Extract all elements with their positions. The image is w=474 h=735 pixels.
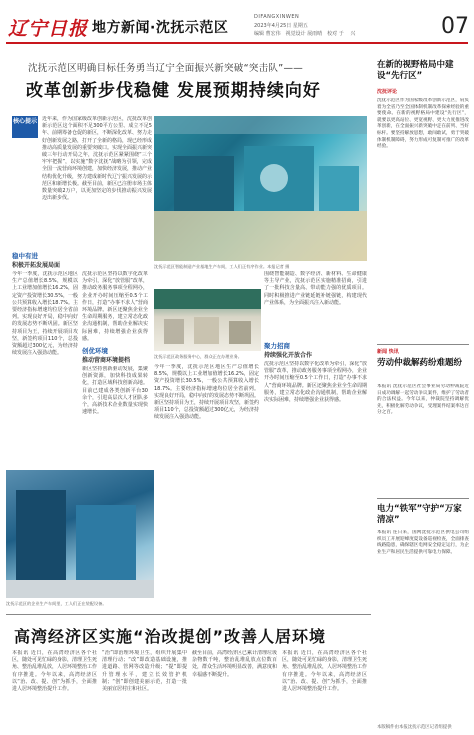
date-line: 2023年4月25日 星期五: [254, 23, 308, 29]
workshop-photo-illustration: [6, 470, 154, 598]
commentary-tag: 沈抚评论: [377, 89, 398, 95]
body-column-3a: 围绕智能制造、数字经济、新材料、生命健康等主导产业，沈抚示范区实施精准招商，引进了一批科技含量高、带动能力强的优质项目。同时积极推进产业链延链补链强链，构建现代产业体系，为全面振兴注入新动能。: [264, 271, 367, 306]
bottom-column-3: 截至目前，高湾经济区已累计清理垃圾杂物数千吨，整治乱堆乱放点位数百处，群众生活环境明显改善，满意度和幸福感不断提升。: [192, 650, 277, 678]
bottom-column-4: 本报讯 近日，在高湾经济区各个社区，随处可见忙碌的身影，清理卫生死角、整治乱堆乱放，人居环境整治工作有序推进。今年以来，高湾经济区以“治、改、提、创”为抓手，全面推进人居环境整治提升工作。: [282, 650, 367, 693]
main-article-area: [6, 46, 371, 735]
lead-badge: 核心提示: [12, 116, 38, 138]
subtitle-3b: 持续强化开放合作: [264, 352, 313, 359]
arbitration-title: 劳动仲裁解药纷难题纷: [377, 358, 463, 368]
service-hall-illustration: [154, 289, 261, 351]
commentary-body: 沈抚示范区作为国家级改革创新示范区，肩负着为全省乃至全国体制机制改革探索经验的重要使命。在新的视野格局中建设“先行区”，就要以更高站位、更宽视野、更大力度推进改革创新，在全面振兴新突破中走在前列、当好标杆。要坚持解放思想，敢闯敢试，勇于突破体制机制障碍，努力形成可复制可推广的改革经验。: [377, 98, 469, 150]
masthead: [0, 0, 474, 42]
right-divider-1: [377, 344, 469, 345]
arbitration-body: 本报讯 沈抚示范区社会事业局劳动仲裁院近日成功调解一起劳动争议案件，维护了劳动者的合法权益。今年以来，仲裁院坚持调解优先，积极化解劳动争议，受理案件结案率达百分之百。: [377, 384, 469, 416]
page-number: 07: [441, 14, 469, 39]
right-column: [377, 46, 469, 735]
page-footer-note: 本版稿件由本报沈抚示范区记者组提供: [377, 725, 452, 730]
bottom-article-headline: 高湾经济区实施“治改提创”改善人居环境: [14, 627, 327, 646]
section-title: 地方新闻·沈抚示范区: [92, 20, 229, 36]
section-divider: [6, 614, 371, 615]
body-column-5: 沈抚示范区坚持以数字化改革为牵引，深化“放管服”改革，推动政务服务事项全程网办，企业开办时间压缩至0.5个工作日，打造“办事不求人”营商环境品牌。新区还聚焦企业全生命周期服务，建立常态化政企沟通机制，帮助企业解决实际困难，持续增强企业获得感。: [264, 361, 367, 404]
factory-photo: [154, 116, 367, 261]
masthead-rule: [6, 42, 468, 44]
newspaper-logo: 辽宁日报: [8, 18, 89, 40]
bottom-column-2: “治”即治理环境卫生，组织开展集中清理行动；“改”即改造基础设施，推进道路、管网等改造升级；“提”即提升管理水平，建立长效管护机制；“创”即创建美丽示范，打造一批美丽宜居村庄和社区。: [102, 650, 187, 693]
news-flash-tag: 新闻 快讯: [377, 349, 399, 355]
factory-photo-caption: 沈抚示范区智能制造产业基地生产车间，工人们正有序作业。本报记者 摄: [154, 264, 290, 269]
article-subhead: 沈抚示范区明确目标任务勇当辽宁全面振兴新突破“突击队”——: [28, 63, 304, 74]
service-hall-caption: 沈抚示范区政务服务中心，群众正在办理业务。: [154, 354, 242, 359]
subtitle-1b: 积极开拓发展局面: [12, 262, 61, 269]
service-hall-photo: [154, 289, 261, 351]
subtitle-2b: 推动营商环境提档: [82, 357, 131, 364]
workshop-photo: [6, 470, 154, 598]
editor-line: 编辑 曹宏伟 视觉设计 展雨晴 校对 于 兴: [254, 31, 356, 37]
power-body: 本报讯 连日来，国网沈抚示范区供电公司组织员工开展迎峰度夏设备巡视检查，全面排查线路隐患，确保辖区电网安全稳定运行，为企业生产和居民生活提供可靠电力保障。: [377, 530, 469, 555]
power-title: 电力“铁军”守护“万家清凉”: [377, 504, 462, 525]
subtitle-3: 聚力招商: [264, 342, 290, 350]
bottom-column-1: 本报讯 近日，在高湾经济区各个社区，随处可见忙碌的身影，清理卫生死角、整治乱堆乱放，人居环境整治工作有序推进。今年以来，高湾经济区以“治、改、提、创”为抓手，全面推进人居环境整治提升工作。: [12, 650, 97, 693]
workshop-photo-caption: 沈抚示范区的企业生产车间里，工人们正在装配设备。: [6, 601, 107, 606]
right-divider-2: [377, 498, 469, 499]
body-column-1: 今年一季度，沈抚示范区地区生产总值增长8.5%，规模以上工业增加值增长16.2%，固定资产投资增长30.5%，一般公共预算收入增长18.7%。主要经济指标增速均位居全省前列。实现良好开局，稳中向好的发展态势不断巩固。新区坚持项目为王，持续开展项目攻坚，新签约项目110个，总投资额超过300亿元，为经济持续发展注入强劲动能。: [12, 271, 78, 357]
commentary-title: 在新的视野格局中建设“先行区”: [377, 60, 454, 81]
subtitle-2: 创优环境: [82, 347, 108, 355]
article-headline: 改革创新步伐稳健 发展预期持续向好: [26, 81, 321, 101]
body-column-2b: 新区坚持创新驱动发展，集聚创新资源，加快科技成果转化，打造区域科技创新高地。目前已建成各类创新平台30余个，引进高层次人才团队多个，高新技术企业数量实现快速增长。: [82, 366, 148, 416]
section-pinyin: DIFANGXINWEN: [254, 14, 300, 20]
body-column-4: 今年一季度，沈抚示范区地区生产总值增长8.5%，规模以上工业增加值增长16.2%，固定资产投资增长30.5%，一般公共预算收入增长18.7%。主要经济指标增速均位居全省前列。实现良好开局，稳中向好的发展态势不断巩固。新区坚持项目为王，持续开展项目攻坚，新签约项目110个，总投资额超过300亿元，为经济持续发展注入强劲动能。: [154, 364, 259, 421]
factory-photo-illustration: [154, 116, 367, 261]
body-column-2a: 沈抚示范区坚持以数字化改革为牵引，深化“放管服”改革，推动政务服务事项全程网办，企业开办时间压缩至0.5个工作日，打造“办事不求人”营商环境品牌。新区还聚焦企业全生命周期服务，建立常态化政企沟通机制，帮助企业解决实际困难，持续增强企业获得感。: [82, 271, 148, 341]
lead-paragraph: 近年来，作为国家级改革创新示范区，沈抚改革创新示范区这个面积不足300平方公里、成立不足5年、前期筹备仓促的新区，不断深化改革、努力走好创新发展之路，打开了全新的格局，现已经形成推动高质量发展的重要突破口。实现全面振兴新突破三年行动开局之年，沈抚示范区紧紧围绕“三个牢牢把握”，以实施“数字沈抚”战略为引领，完成全国一流营商环境创建，加快经济发展，推动产业结构优化升级，努力建成新时代辽宁振兴发展的示范区和新增长极。截至目前，新区已注册市场主体数量突破2万户，以更加坚定的步伐推动振兴发展迈出新步伐。: [42, 116, 152, 202]
subtitle-1: 稳中有进: [12, 252, 38, 260]
